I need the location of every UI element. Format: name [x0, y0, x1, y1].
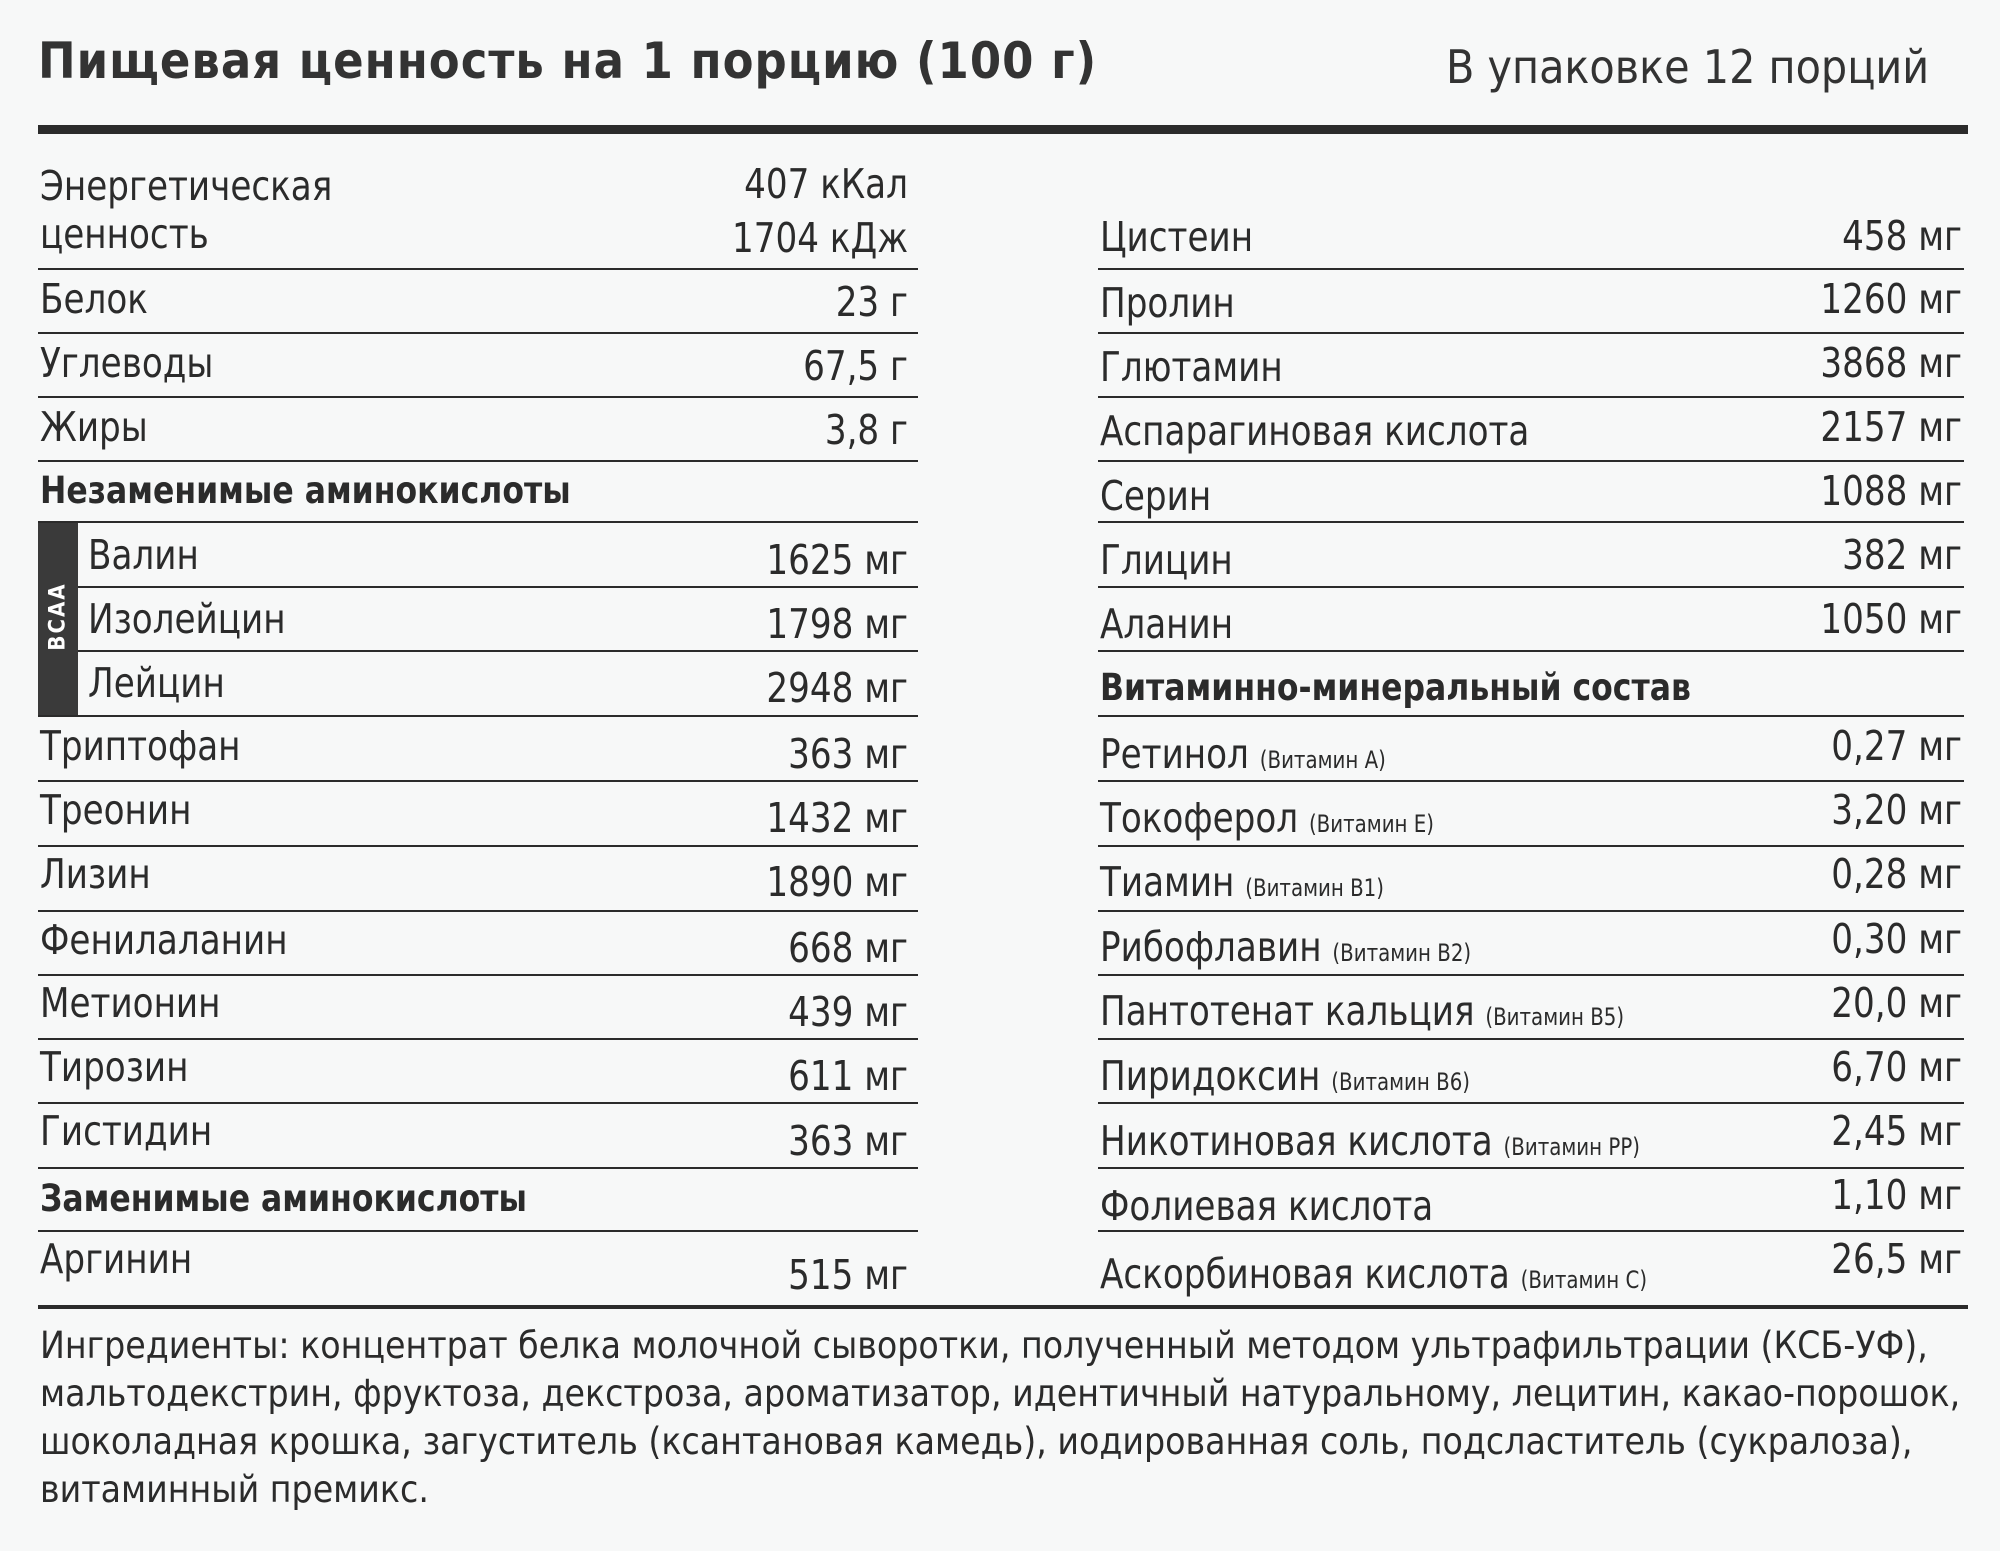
row-divider — [1098, 780, 1964, 782]
row-divider — [38, 460, 918, 462]
tyrosine-value: 611 мг — [788, 1052, 908, 1100]
tyrosine-label: Тирозин — [40, 1043, 189, 1091]
thiamine-label — [1100, 858, 1384, 913]
row-divider — [38, 780, 918, 782]
carbs-value: 67,5 г — [803, 342, 908, 390]
protein-label: Белок — [40, 275, 148, 323]
essential-amino-heading: Незаменимые аминокислоты — [40, 469, 571, 513]
nicotinic-label — [1100, 1117, 1640, 1172]
protein-value: 23 г — [835, 278, 908, 326]
row-divider — [38, 910, 918, 912]
glutamine-label: Глютамин — [1100, 343, 1283, 391]
tocopherol-note: (Витамин Е) — [1308, 811, 1435, 839]
row-divider — [38, 974, 918, 976]
tocopherol-value: 3,20 мг — [1831, 786, 1962, 834]
phenylalanine-value: 668 мг — [788, 924, 908, 972]
row-divider — [1098, 1167, 1964, 1169]
row-divider — [38, 396, 918, 398]
folic-label: Фолиевая кислота — [1100, 1182, 1434, 1230]
ascorbic-value: 26,5 мг — [1831, 1235, 1962, 1283]
tocopherol-name: Токоферол — [1100, 793, 1299, 842]
thiamine-name: Тиамин — [1100, 857, 1235, 906]
leucine-value: 2948 мг — [766, 664, 908, 712]
row-divider — [1098, 396, 1964, 398]
pantothenate-name: Пантотенат кальция — [1100, 986, 1475, 1035]
glutamine-value: 3868 мг — [1820, 339, 1962, 387]
page-title: Пищевая ценность на 1 порцию (100 г) — [38, 32, 1098, 90]
histidine-value: 363 мг — [788, 1117, 908, 1165]
aspartic-label: Аспарагиновая кислота — [1100, 407, 1530, 455]
row-divider — [1098, 586, 1964, 588]
ingredients-text: Ингредиенты: концентрат белка молочной сыворотки, полученный методом ультрафильтрации (КСБ-УФ), мальтодекстрин, фруктоза, декстроза, ароматизатор, идентичный натуральному, лецитин, какао-порошок, шоколадная крошка, загуститель (ксантановая камедь), иодированная соль, подсластитель (сукралоза), витаминный премикс. — [40, 1324, 1961, 1511]
header-rule — [38, 125, 1968, 134]
cysteine-label: Цистеин — [1100, 213, 1254, 261]
isoleucine-label: Изолейцин — [88, 595, 286, 643]
vitamins-heading: Витаминно-минеральный состав — [1100, 666, 1691, 710]
servings-count: В упаковке 12 порций — [1446, 40, 1930, 94]
nicotinic-value: 2,45 мг — [1831, 1107, 1962, 1155]
proline-value: 1260 мг — [1820, 275, 1962, 323]
pantothenate-value: 20,0 мг — [1831, 979, 1962, 1027]
ascorbic-note: (Витамин С) — [1520, 1267, 1648, 1295]
cysteine-value: 458 мг — [1842, 212, 1962, 260]
threonine-label: Треонин — [40, 786, 192, 834]
nicotinic-note: (Витамин РР) — [1503, 1134, 1640, 1162]
lysine-label: Лизин — [40, 850, 151, 898]
nonessential-amino-heading: Заменимые аминокислоты — [40, 1177, 528, 1221]
row-divider — [1098, 650, 1964, 652]
serine-label: Серин — [1100, 472, 1212, 520]
table-bottom-rule — [38, 1305, 1968, 1309]
nicotinic-name: Никотиновая кислота — [1100, 1116, 1493, 1165]
alanine-value: 1050 мг — [1820, 595, 1962, 643]
fats-label: Жиры — [40, 403, 148, 451]
valine-value: 1625 мг — [766, 536, 908, 584]
row-divider — [1098, 460, 1964, 462]
tocopherol-label — [1100, 794, 1434, 849]
thiamine-value: 0,28 мг — [1831, 850, 1962, 898]
row-divider — [1098, 1230, 1964, 1232]
row-divider — [1098, 715, 1964, 717]
isoleucine-value: 1798 мг — [766, 600, 908, 648]
carbs-label: Углеводы — [40, 339, 214, 387]
ascorbic-name: Аскорбиновая кислота — [1100, 1249, 1510, 1298]
riboflavin-label — [1100, 923, 1471, 978]
row-divider — [1098, 521, 1964, 523]
pantothenate-label — [1100, 987, 1624, 1042]
row-divider — [78, 650, 918, 652]
retinol-label — [1100, 730, 1386, 785]
row-divider — [1098, 910, 1964, 912]
row-divider — [38, 332, 918, 334]
row-divider — [1098, 1102, 1964, 1104]
pantothenate-note: (Витамин В5) — [1485, 1004, 1625, 1032]
row-divider — [38, 715, 918, 717]
energy-label-line1: Энергетическая — [40, 162, 333, 210]
arginine-label: Аргинин — [40, 1235, 193, 1283]
row-divider — [38, 1102, 918, 1104]
bcaa-label: BCAA — [45, 582, 71, 651]
leucine-label: Лейцин — [88, 659, 225, 707]
ascorbic-label — [1100, 1250, 1647, 1305]
pyridoxine-note: (Витамин В6) — [1331, 1069, 1471, 1097]
energy-label-line2: ценность — [40, 210, 209, 258]
thiamine-note: (Витамин В1) — [1245, 875, 1384, 903]
folic-value: 1,10 мг — [1831, 1171, 1962, 1219]
arginine-value: 515 мг — [788, 1251, 908, 1299]
methionine-value: 439 мг — [788, 988, 908, 1036]
row-divider — [1098, 268, 1964, 270]
riboflavin-name: Рибофлавин — [1100, 922, 1322, 971]
lysine-value: 1890 мг — [766, 858, 908, 906]
fats-value: 3,8 г — [824, 406, 908, 454]
row-divider — [38, 268, 918, 270]
pyridoxine-value: 6,70 мг — [1831, 1043, 1962, 1091]
row-divider — [38, 1038, 918, 1040]
alanine-label: Аланин — [1100, 600, 1234, 648]
valine-label: Валин — [88, 531, 199, 579]
retinol-value: 0,27 мг — [1831, 722, 1962, 770]
row-divider — [1098, 1038, 1964, 1040]
glycine-label: Глицин — [1100, 536, 1233, 584]
row-divider — [38, 521, 918, 523]
riboflavin-note: (Витамин В2) — [1332, 940, 1472, 968]
row-divider — [38, 1230, 918, 1232]
tryptophan-value: 363 мг — [788, 730, 908, 778]
energy-kcal-value: 407 кКал — [744, 160, 908, 208]
tryptophan-label: Триптофан — [40, 722, 241, 770]
glycine-value: 382 мг — [1842, 531, 1962, 579]
row-divider — [1098, 845, 1964, 847]
row-divider — [1098, 332, 1964, 334]
pyridoxine-label — [1100, 1052, 1470, 1107]
aspartic-value: 2157 мг — [1820, 403, 1962, 451]
histidine-label: Гистидин — [40, 1107, 213, 1155]
proline-label: Пролин — [1100, 279, 1235, 327]
energy-kj-value: 1704 кДж — [731, 214, 908, 262]
row-divider — [1098, 974, 1964, 976]
pyridoxine-name: Пиридоксин — [1100, 1051, 1321, 1100]
retinol-name: Ретинол — [1100, 729, 1249, 778]
serine-value: 1088 мг — [1820, 467, 1962, 515]
threonine-value: 1432 мг — [766, 794, 908, 842]
row-divider — [78, 586, 918, 588]
retinol-note: (Витамин А) — [1259, 747, 1386, 775]
riboflavin-value: 0,30 мг — [1831, 915, 1962, 963]
row-divider — [38, 845, 918, 847]
phenylalanine-label: Фенилаланин — [40, 916, 288, 964]
row-divider — [38, 1167, 918, 1169]
methionine-label: Метионин — [40, 979, 221, 1027]
